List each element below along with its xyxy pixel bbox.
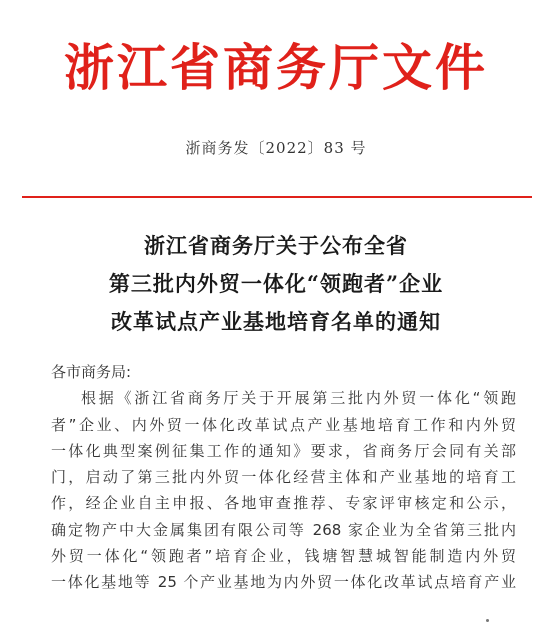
body-line: 门，启动了第三批内外贸一体化经营主体和产业基地的培育工 <box>51 468 516 487</box>
red-divider-line <box>22 196 532 198</box>
title-line-2: 第三批内外贸一体化“领跑者”企业 <box>108 271 444 296</box>
body-line: 外贸一体化“领跑者”培育企业，钱塘智慧城智能制造内外贸 <box>51 547 516 566</box>
body-line: 作，经企业自主申报、各地审查推荐、专家评审核定和公示， <box>51 494 516 513</box>
notice-title <box>0 227 552 341</box>
body-line: 者”企业、内外贸一体化改革试点产业基地培育工作和内外贸 <box>51 415 516 434</box>
notice-body <box>51 359 516 596</box>
salutation: 各市商务局: <box>51 363 132 381</box>
page-mark-dot <box>486 619 489 622</box>
document-number: 浙商务发〔2022〕83 号 <box>185 139 367 157</box>
title-line-1: 浙江省商务厅关于公布全省 <box>144 233 408 258</box>
title-line-3: 改革试点产业基地培育名单的通知 <box>111 309 441 334</box>
body-line: 一体化典型案例征集工作的通知》要求，省商务厅会同有关部 <box>51 441 516 460</box>
body-line: 根据《浙江省商务厅关于开展第三批内外贸一体化“领跑 <box>81 389 516 408</box>
body-line: 确定物产中大金属集团有限公司等 268 家企业为全省第三批内 <box>51 520 516 539</box>
body-line: 一体化基地等 25 个产业基地为内外贸一体化改革试点培育产业 <box>51 573 516 592</box>
masthead-title: 浙江省商务厅文件 <box>64 38 488 97</box>
